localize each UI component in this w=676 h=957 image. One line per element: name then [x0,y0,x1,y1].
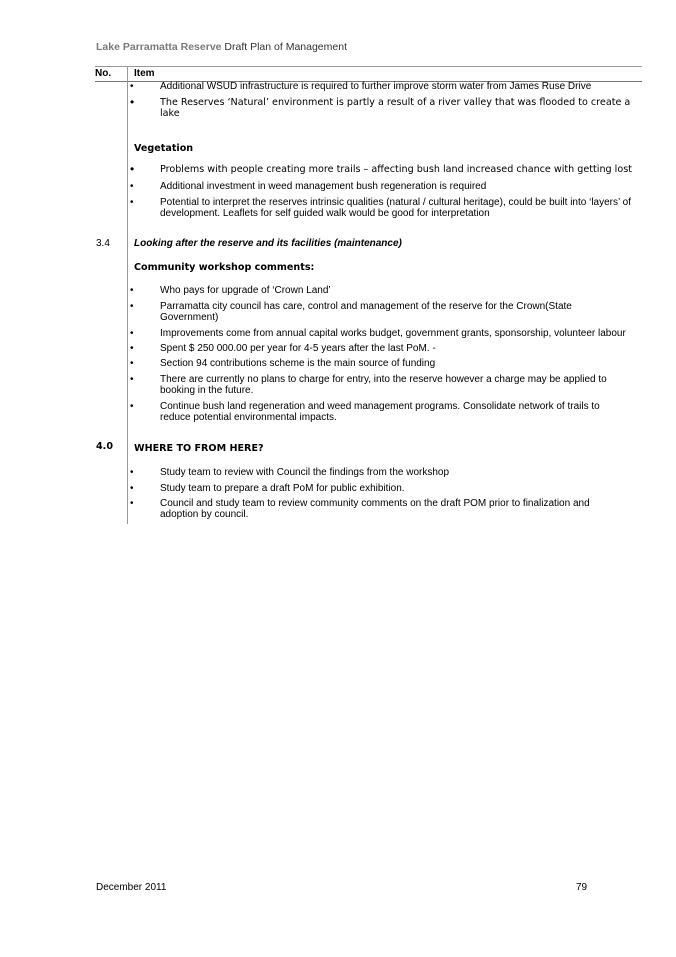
vegetation-heading: Vegetation [134,143,194,154]
section-title: Looking after the reserve and its facilities (maintenance) [134,238,402,249]
bullet-icon: • [130,81,134,92]
list-item: There are currently no plans to charge for entry, into the reserve however a charge may be applied to booking in the future. [160,374,607,396]
section-number: 3.4 [96,238,110,249]
list-item: Council and study team to review community comments on the draft POM prior to finalization and adoption by council. [160,498,590,520]
list-item: Additional WSUD infrastructure is required to further improve storm water from James Ruse Drive [160,81,592,92]
bullet-icon: • [130,197,134,208]
list-item: Additional investment in weed management bush regeneration is required [160,181,487,192]
bullet-icon: • [130,285,134,296]
table-header [95,66,642,82]
column-header-item: Item [134,68,155,79]
list-item: Who pays for upgrade of ‘Crown Land’ [160,285,331,296]
footer-date: December 2011 [96,882,167,893]
list-item: Problems with people creating more trails – affecting bush land increased chance with getting lost [160,164,632,175]
page-number: 79 [576,882,588,893]
bullet-icon: • [130,498,134,509]
column-header-no: No. [95,68,112,79]
list-item: Potential to interpret the reserves intrinsic qualities (natural / cultural heritage), could be built into ‘layers’ of development. Leaflets for self guided walk would be good for interpretation [160,197,631,219]
list-item: Study team to prepare a draft PoM for public exhibition. [160,483,405,494]
column-divider [127,66,128,524]
header-title-bold: Lake Parramatta Reserve [96,41,222,53]
section-title: WHERE TO FROM HERE? [134,443,264,454]
list-item: Parramatta city council has care, control and management of the reserve for the Crown(State Government) [160,301,572,323]
header-title-rest: Draft Plan of Management [221,41,347,53]
bullet-icon: • [130,328,134,339]
page-header [96,41,347,53]
bullet-icon: • [130,483,134,494]
bullet-icon: • [130,374,134,385]
list-item: Improvements come from annual capital works budget, government grants, sponsorship, volunteer labour [160,328,626,339]
bullet-icon: • [130,467,134,478]
bullet-icon: • [130,358,134,369]
section-subheading: Community workshop comments: [134,262,315,273]
bullet-icon: • [130,95,135,109]
list-item: Continue bush land regeneration and weed management programs. Consolidate network of trails to reduce potential environmental impacts. [160,401,600,423]
bullet-icon: • [130,401,134,412]
bullet-icon: • [130,343,134,354]
list-item: Section 94 contributions scheme is the main source of funding [160,358,436,369]
bullet-icon: • [130,162,135,176]
list-item: Study team to review with Council the findings from the workshop [160,467,450,478]
bullet-icon: • [130,301,134,312]
list-item: The Reserves ‘Natural’ environment is partly a result of a river valley that was flooded to create a lake [160,97,631,119]
section-number: 4.0 [96,441,113,452]
bullet-icon: • [130,181,134,192]
list-item: Spent $ 250 000.00 per year for 4-5 years after the last PoM. - [160,343,436,354]
